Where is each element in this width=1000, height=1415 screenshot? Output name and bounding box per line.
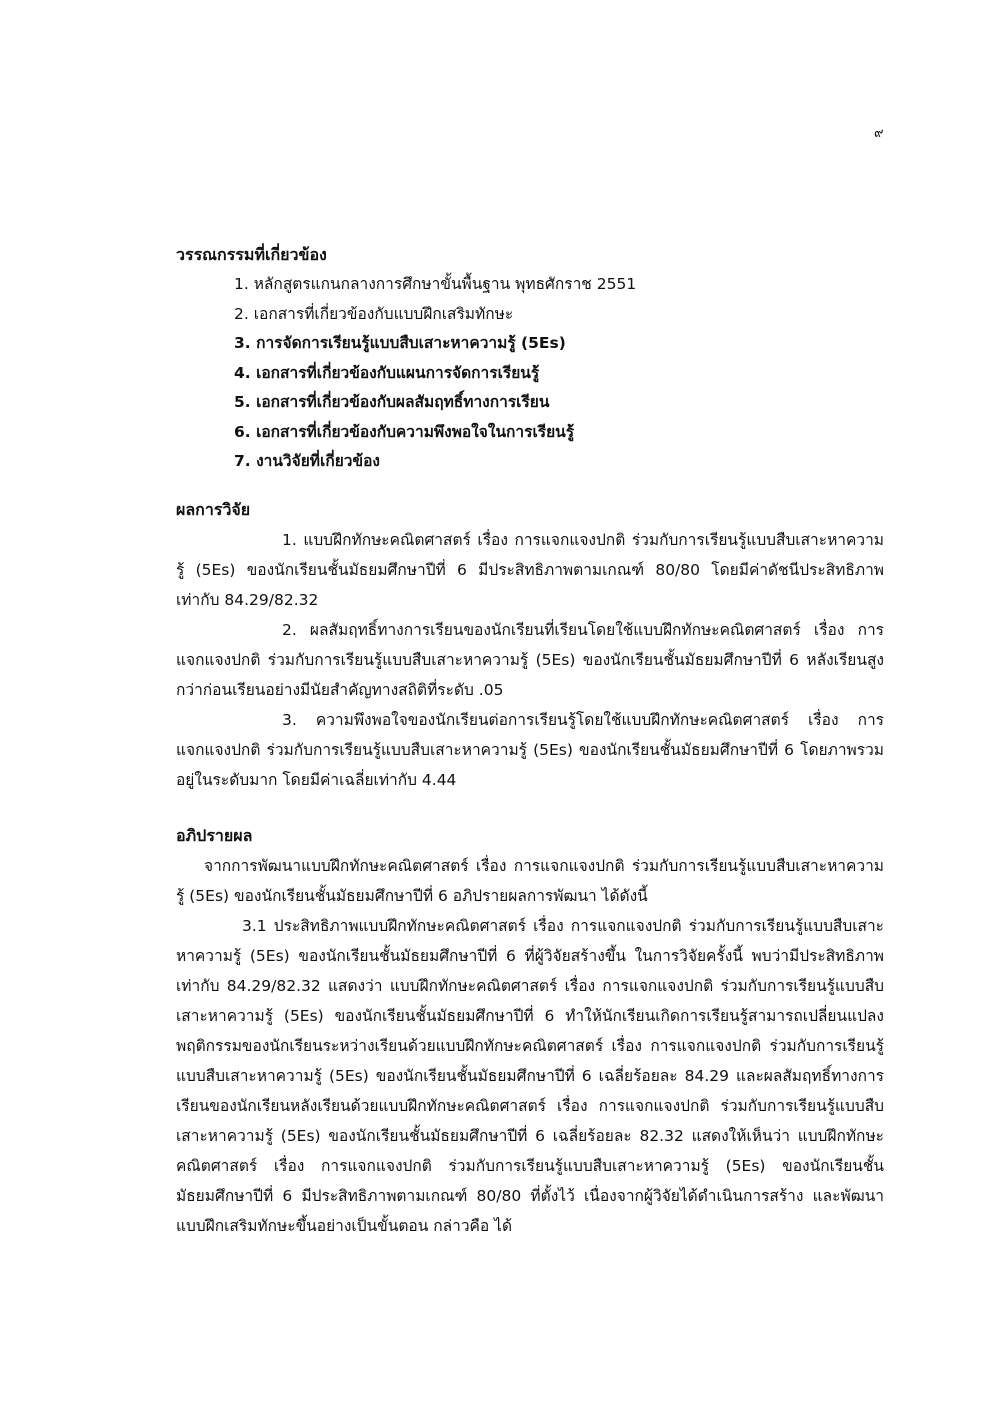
result-paragraph: 1. แบบฝึกทักษะคณิตศาสตร์ เรื่อง การแจกแจงปกติ ร่วมกับการเรียนรู้แบบสืบเสาะหาความรู้ (5Es) ของนักเรียนชั้นมัธยมศึกษาปีที่ 6 มีประสิทธิภาพตามเกณฑ์ 80/80 โดยมีค่าดัชนีประสิทธิภาพเท่ากับ 84.29/82.32 bbox=[176, 530, 884, 609]
result-paragraph: 3. ความพึงพอใจของนักเรียนต่อการเรียนรู้โดยใช้แบบฝึกทักษะคณิตศาสตร์ เรื่อง การแจกแจงปกติ ร่วมกับการเรียนรู้แบบสืบเสาะหาความรู้ (5Es) ของนักเรียนชั้นมัธยมศึกษาปีที่ 6 โดยภาพรวมอยู่ในระดับมาก โดยมีค่าเฉลี่ยเท่ากับ 4.44 bbox=[176, 710, 884, 789]
page-content bbox=[176, 240, 884, 1241]
discussion-section bbox=[176, 821, 884, 1241]
literature-list bbox=[176, 270, 884, 477]
literature-item: 1. หลักสูตรแกนกลางการศึกษาขั้นพื้นฐาน พุทธศักราช 2551 bbox=[234, 275, 637, 293]
literature-item: 7. งานวิจัยที่เกี่ยวข้อง bbox=[234, 452, 380, 470]
discussion-point: 3.1 ประสิทธิภาพแบบฝึกทักษะคณิตศาสตร์ เรื่อง การแจกแจงปกติ ร่วมกับการเรียนรู้แบบสืบเสาะหาความรู้ (5Es) ของนักเรียนชั้นมัธยมศึกษาปีที่ 6 ที่ผู้วิจัยสร้างขึ้น ในการวิจัยครั้งนี้ พบว่ามีประสิทธิภาพเท่ากับ 84.29/82.32 แสดงว่า แบบฝึกทักษะคณิตศาสตร์ เรื่อง การแจกแจงปกติ ร่วมกับการเรียนรู้แบบสืบเสาะหาความรู้ (5Es) ของนักเรียนชั้นมัธยมศึกษาปีที่ 6 ทำให้นักเรียนเกิดการเรียนรู้สามารถเปลี่ยนแปลงพฤติกรรมของนักเรียนระหว่างเรียนด้วยแบบฝึกทักษะคณิตศาสตร์ เรื่อง การแจกแจงปกติ ร่วมกับการเรียนรู้แบบสืบเสาะหาความรู้ (5Es) ของนักเรียนชั้นมัธยมศึกษาปีที่ 6 เฉลี่ยร้อยละ 84.29 และผลสัมฤทธิ์ทางการเรียนของนักเรียนหลังเรียนด้วยแบบฝึกทักษะคณิตศาสตร์ เรื่อง การแจกแจงปกติ ร่วมกับการเรียนรู้แบบสืบเสาะหาความรู้ (5Es) ของนักเรียนชั้นมัธยมศึกษาปีที่ 6 เฉลี่ยร้อยละ 82.32 แสดงให้เห็นว่า แบบฝึกทักษะคณิตศาสตร์ เรื่อง การแจกแจงปกติ ร่วมกับการเรียนรู้แบบสืบเสาะหาความรู้ (5Es) ของนักเรียนชั้นมัธยมศึกษาปีที่ 6 มีประสิทธิภาพตามเกณฑ์ 80/80 ที่ตั้งไว้ เนื่องจากผู้วิจัยได้ดำเนินการสร้าง และพัฒนาแบบฝึกเสริมทักษะขึ้นอย่างเป็นขั้นตอน กล่าวคือ ได้ bbox=[176, 916, 884, 1235]
literature-heading: วรรณกรรมที่เกี่ยวข้อง bbox=[176, 245, 327, 264]
literature-item: 4. เอกสารที่เกี่ยวข้องกับแผนการจัดการเรียนรู้ bbox=[234, 363, 540, 382]
page-number: ๙ bbox=[874, 126, 884, 141]
discussion-heading: อภิปรายผล bbox=[176, 825, 253, 845]
literature-item: 2. เอกสารที่เกี่ยวข้องกับแบบฝึกเสริมทักษะ bbox=[234, 304, 514, 323]
literature-item: 6. เอกสารที่เกี่ยวข้องกับความพึงพอใจในการเรียนรู้ bbox=[234, 422, 575, 441]
discussion-intro: จากการพัฒนาแบบฝึกทักษะคณิตศาสตร์ เรื่อง การแจกแจงปกติ ร่วมกับการเรียนรู้แบบสืบเสาะหาความรู้ (5Es) ของนักเรียนชั้นมัธยมศึกษาปีที่ 6 อภิปรายผลการพัฒนา ได้ดังนี้ bbox=[176, 856, 884, 905]
result-paragraph: 2. ผลสัมฤทธิ์ทางการเรียนของนักเรียนที่เรียนโดยใช้แบบฝึกทักษะคณิตศาสตร์ เรื่อง การแจกแจงปกติ ร่วมกับการเรียนรู้แบบสืบเสาะหาความรู้ (5Es) ของนักเรียนชั้นมัธยมศึกษาปีที่ 6 หลังเรียนสูงกว่าก่อนเรียนอย่างมีนัยสำคัญทางสถิติที่ระดับ .05 bbox=[176, 620, 884, 699]
literature-item: 5. เอกสารที่เกี่ยวข้องกับผลสัมฤทธิ์ทางการเรียน bbox=[234, 393, 550, 411]
literature-item: 3. การจัดการเรียนรู้แบบสืบเสาะหาความรู้ (5Es) bbox=[234, 334, 566, 352]
literature-section bbox=[176, 240, 884, 477]
results-heading: ผลการวิจัย bbox=[176, 499, 251, 519]
results-section bbox=[176, 495, 884, 795]
